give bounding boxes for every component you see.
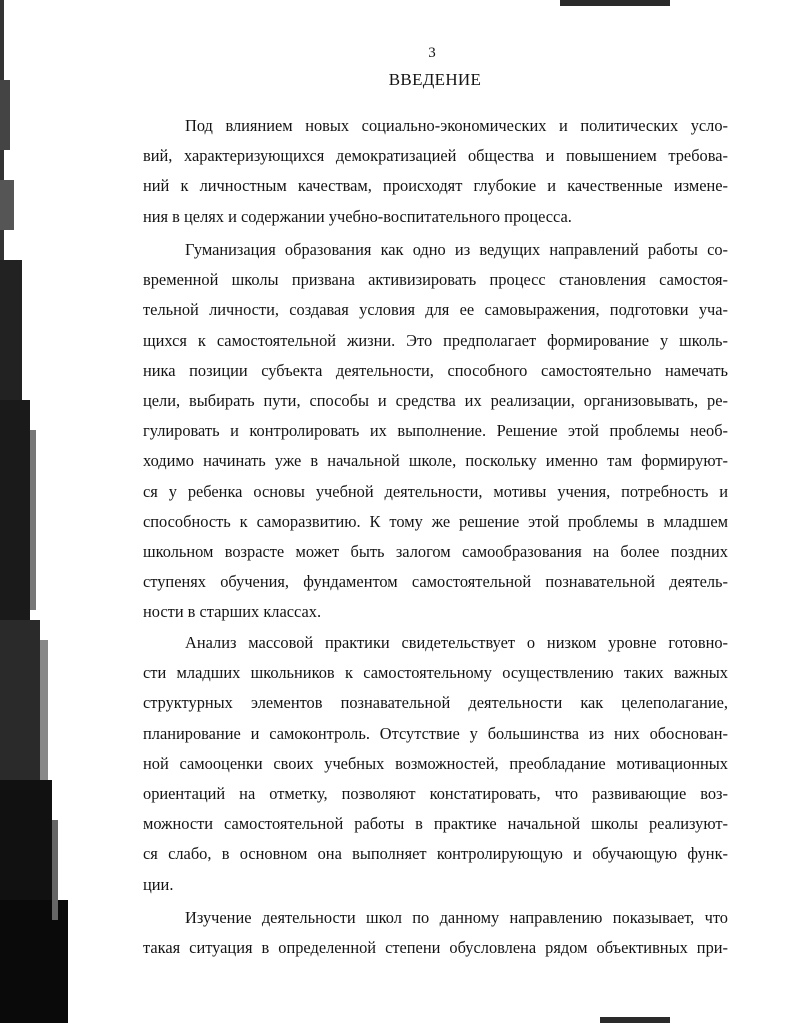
paragraph-4 [143,903,728,963]
text-line: можности самостоятельной работы в практике начальной школы реализуют- [143,814,728,834]
text-line: ся слабо, в основном она выполняет контролирующую и обучающую функ- [143,844,728,864]
text-line: ния в целях и содержании учебно-воспитательного процесса. [143,206,572,226]
scan-top-artifact [560,0,670,6]
text-line: сти младших школьников к самостоятельному осуществлению таких важных [143,663,728,683]
text-line: структурных элементов познавательной деятельности как целеполагание, [143,693,728,713]
text-line: такая ситуация в определенной степени обусловлена рядом объективных при- [143,938,728,958]
text-line: ступенях обучения, фундаментом самостоятельной познавательной деятель- [143,572,728,592]
text-line: способность к саморазвитию. К тому же решение этой проблемы в младшем [143,511,728,531]
text-line: ности в старших классах. [143,602,322,622]
text-line: Анализ массовой практики свидетельствует о низком уровне готовно- [185,633,728,652]
text-line: тельной личности, создавая условия для ее самовыражения, подготовки уча- [143,300,728,320]
text-line: Изучение деятельности школ по данному направлению показывает, что [185,908,728,927]
text-line: ника позиции субъекта деятельности, способного самостоятельно намечать [143,360,728,380]
text-line: школьном возрасте может быть залогом самообразования на более поздних [143,541,728,561]
text-line: гулировать и контролировать их выполнение. Решение этой проблемы необ- [143,421,728,441]
page-number: 3 [428,45,436,61]
text-line: ходимо начинать уже в начальной школе, поскольку именно там формируют- [143,451,728,471]
text-line: Гуманизация образования как одно из ведущих направлений работы со- [185,240,728,259]
text-line: Под влиянием новых социально-экономических и политических усло- [185,116,728,135]
section-heading: ВВЕДЕНИЕ [388,70,482,89]
text-line: цели, выбирать пути, способы и средства их реализации, организовывать, ре- [143,390,728,410]
paragraph-1 [143,111,728,232]
scan-bottom-artifact [600,1017,670,1023]
text-line: вий, характеризующихся демократизацией общества и повышением требова- [143,146,728,166]
text-line: ориентаций на отметку, позволяют констатировать, что развивающие воз- [143,783,728,803]
text-line: ной самооценки своих учебных возможностей, преобладание мотивационных [143,753,728,773]
paragraph-2 [143,235,728,627]
text-line: планирование и самоконтроль. Отсутствие у большинства из них обоснован- [143,723,728,743]
text-line: ся у ребенка основы учебной деятельности, мотивы учения, потребность и [143,481,728,501]
paragraph-3 [143,628,728,900]
text-line: временной школы призвана активизировать процесс становления самостоя- [143,270,728,290]
text-line: щихся к самостоятельной жизни. Это предполагает формирование у школь- [143,330,728,350]
scan-edge-artifact [0,0,78,1023]
text-line: ции. [143,874,174,894]
text-line: ний к личностным качествам, происходят глубокие и качественные измене- [143,176,728,196]
